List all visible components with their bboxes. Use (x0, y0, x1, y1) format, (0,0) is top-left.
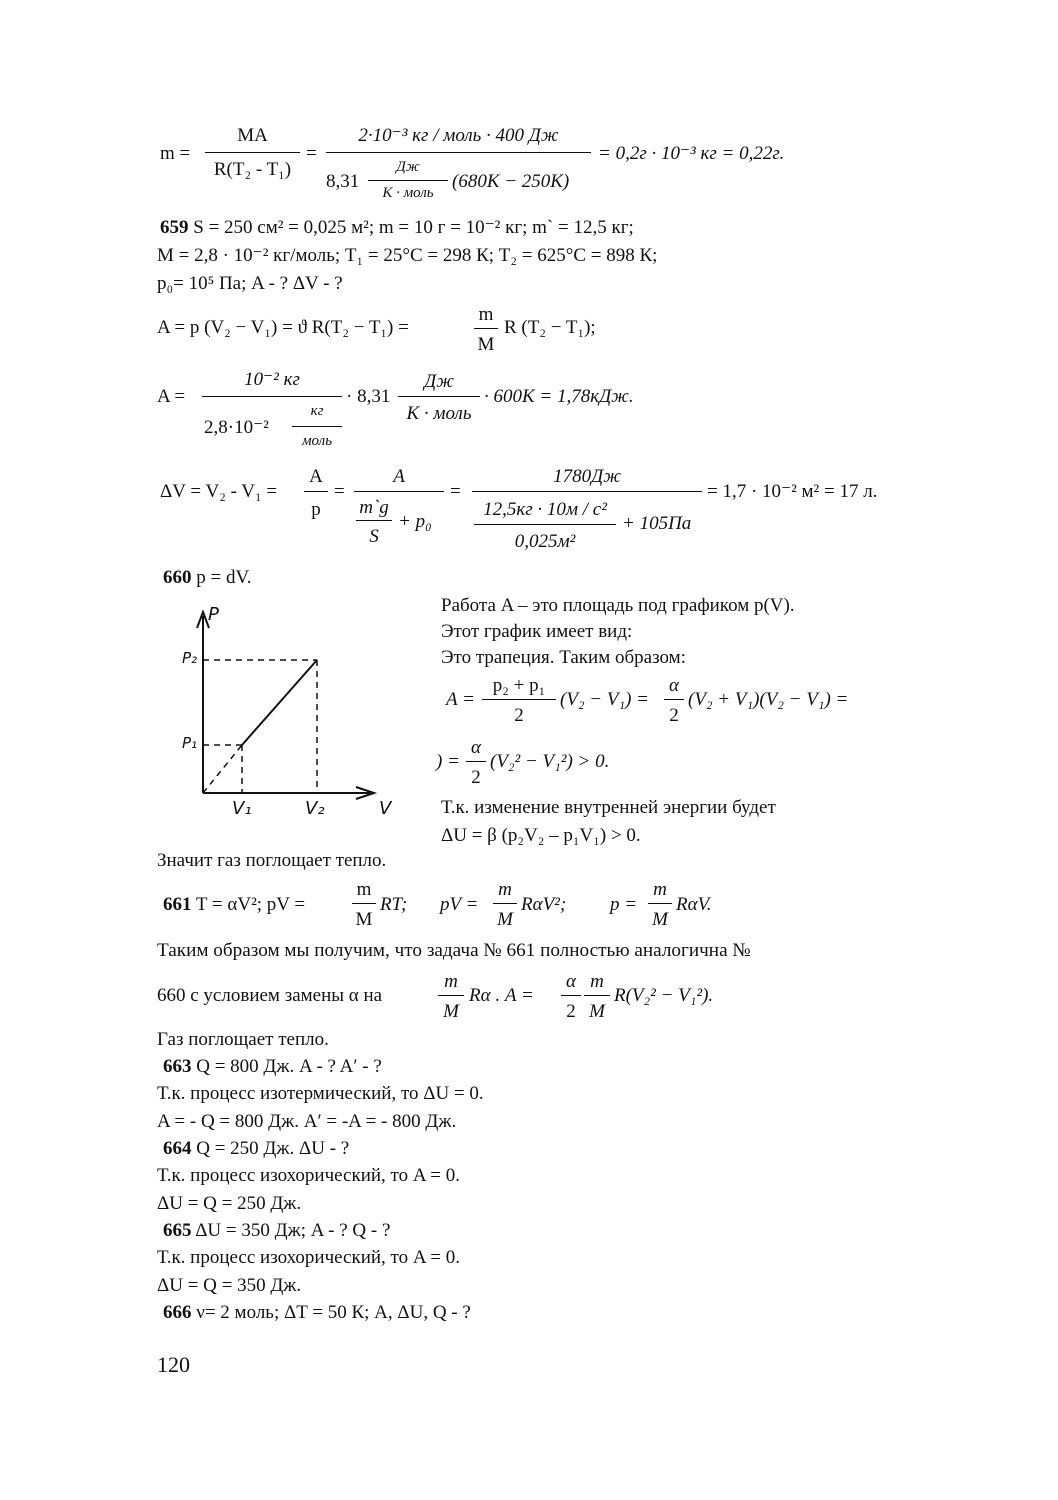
eq-m-eq1: = (306, 143, 317, 164)
eq661-f1-num: m (356, 879, 372, 900)
eq-a1-left: A = p (V₂ − V₁) = ϑ R(T₂ − T₁) = (157, 317, 409, 338)
eq-v-f2-den-num: m`g (359, 497, 389, 518)
eq661b-text2b: Rα . A = (469, 985, 534, 1006)
eq-m-result: = 0,2г · 10⁻³ кг = 0,22г. (598, 143, 785, 164)
eq-m-f2-den-a: 8,31 (326, 171, 360, 192)
eq-a2-num: 10⁻² кг (244, 369, 300, 390)
eq660-1-num: p₂ + p₁ (492, 675, 546, 696)
eq-v-eq2: = (450, 481, 461, 502)
problem-660-text4: Т.к. изменение внутренней энергии будет (441, 797, 776, 818)
problem-665-line2: Т.к. процесс изохорический, то A = 0. (157, 1247, 460, 1268)
eq661b-f4-num: m (444, 971, 458, 992)
problem-663-line2: Т.к. процесс изотермический, то ΔU = 0. (157, 1083, 484, 1104)
eq661-f1-den: M (355, 909, 373, 930)
eq-v-lhs: ΔV = V₂ - V₁ = (160, 481, 278, 502)
problem-661-head: 661 T = αV²; pV = (163, 894, 306, 915)
eq661-f2-den: M (497, 909, 513, 930)
fraction-bar (326, 152, 591, 153)
page-number: 120 (157, 1352, 190, 1377)
problem-666-line1: 666 ν= 2 моль; ΔT = 50 К; A, ΔU, Q - ? (163, 1302, 471, 1323)
fraction-bar (472, 491, 702, 492)
eq-a2-den-unit-num: кг (310, 403, 324, 419)
eq-a2-right: · 600К = 1,78кДж. (484, 386, 634, 407)
problem-661-text1: Таким образом мы получим, что задача № 661 полностью аналогична № (157, 940, 751, 961)
problem-660-conclusion: Значит газ поглощает тепло. (157, 850, 387, 871)
eq661-part5: p = (610, 894, 638, 915)
eq-m-lhs: m = (160, 143, 191, 164)
eq660-2-den: 2 (471, 767, 481, 788)
eq-v-f1-num: A (309, 466, 323, 487)
graph-v2-label: V₂ (305, 798, 325, 819)
problem-660-text3: Это трапеция. Таким образом: (441, 647, 686, 668)
eq661b-text2a: 660 с условием замены α на (157, 985, 383, 1006)
problem-660-text2: Этот график имеет вид: (441, 621, 633, 642)
fraction-bar (368, 180, 448, 181)
eq-v-f3-den-plus: + 105Па (622, 513, 692, 534)
eq-a2-den-a: 2,8·10⁻² (204, 417, 269, 438)
problem-663-line1: 663 Q = 800 Дж. A - ? A′ - ? (163, 1056, 382, 1077)
eq660-1-lhs: A = (446, 689, 475, 710)
fraction-bar (438, 995, 464, 996)
graph-x-label: V (379, 798, 392, 819)
problem-660-text5: ΔU = β (p₂V₂ – p₁V₁) > 0. (441, 825, 641, 846)
eq660-2-num: α (471, 737, 481, 758)
fraction-bar (292, 426, 342, 427)
eq661b-f5-num: α (566, 971, 576, 992)
fraction-bar (474, 524, 616, 525)
eq660-1-num2: α (669, 675, 679, 696)
eq-a1-num: m (478, 304, 494, 325)
eq-a2-lhs: A = (157, 386, 186, 407)
eq-m-unit-num: Дж (396, 159, 420, 175)
fraction-bar (205, 152, 300, 153)
fraction-bar (584, 995, 610, 996)
eq-a1-den: M (477, 334, 495, 355)
problem-660-text1: Работа A – это площадь под графиком p(V). (441, 595, 795, 616)
eq661-part3: pV = (440, 894, 479, 915)
eq-v-f1-den: p (311, 499, 321, 520)
eq-v-eq: = (334, 481, 345, 502)
graph-p2-label: P₂ (182, 649, 198, 667)
fraction-bar (354, 491, 444, 492)
problem-659-line2: M = 2,8 · 10⁻² кг/моль; T₁ = 25°C = 298 К; T₂ = 625°C = 898 К; (157, 245, 658, 266)
fraction-bar (356, 520, 392, 521)
eq-v-f3-num: 1780Дж (553, 466, 621, 487)
eq-m-f2-num: 2·10⁻³ кг / моль · 400 Дж (358, 125, 559, 146)
fraction-bar (648, 903, 672, 904)
graph-p1-label: P₁ (182, 734, 198, 752)
fraction-bar (398, 396, 480, 397)
eq661-f3-den: M (652, 909, 668, 930)
eq661b-f6-num: m (590, 971, 604, 992)
eq661b-f6-den: M (589, 1001, 605, 1022)
graph-line (242, 660, 317, 745)
eq-a2-den-unit-den: моль (301, 433, 333, 449)
fraction-bar (202, 396, 342, 397)
eq-a2-mid: · 8,31 (346, 386, 391, 407)
problem-661-text3: Газ поглощает тепло. (157, 1029, 329, 1050)
eq661-part4: RαV²; (521, 894, 567, 915)
eq-v-f2-den-den: S (369, 526, 379, 547)
problem-660-line1: 660 p = dV. (163, 567, 252, 588)
eq-v-f3-den-den: 0,025м² (514, 531, 576, 552)
problem-664-line3: ΔU = Q = 250 Дж. (157, 1193, 302, 1214)
fraction-bar (482, 699, 556, 700)
eq-m-f2-den-b: (680К − 250К) (452, 171, 570, 192)
eq-v-f2-den-plus: + p₀ (398, 511, 432, 532)
eq-v-result: = 1,7 · 10⁻² м² = 17 л. (707, 481, 878, 502)
problem-665-line1: 665 ΔU = 350 Дж; A - ? Q - ? (163, 1220, 391, 1241)
fraction-bar (474, 328, 498, 329)
eq-v-f2-num: A (393, 466, 405, 487)
graph-v1-label: V₁ (232, 798, 252, 819)
eq-a2-unit-num: Дж (424, 371, 454, 392)
eq660-2-right: (V₂² − V₁²) > 0. (490, 751, 610, 772)
eq-m-f1-num: MA (237, 125, 268, 146)
problem-659-line1: 659 S = 250 см² = 0,025 м²; m = 10 г = 10⁻² кг; m` = 12,5 кг; (160, 217, 634, 238)
fraction-bar (466, 761, 486, 762)
eq-v-f3-den-num: 12,5кг · 10м / с² (483, 499, 607, 520)
eq-m-unit-den: К · моль (382, 185, 434, 201)
origin-dashed-line (203, 745, 242, 793)
eq660-1-den2: 2 (669, 705, 679, 726)
pv-graph (170, 598, 410, 838)
eq660-1-mid: (V₂ − V₁) = (560, 689, 649, 710)
eq660-2-lhs: ) = (436, 751, 460, 772)
problem-665-line3: ΔU = Q = 350 Дж. (157, 1275, 302, 1296)
eq-a1-right: R (T₂ − T₁); (504, 317, 596, 338)
problem-664-line1: 664 Q = 250 Дж. ΔU - ? (163, 1138, 350, 1159)
eq661b-f5-den: 2 (566, 1001, 576, 1022)
problem-659-line3: p₀= 10⁵ Па; A - ? ΔV - ? (157, 273, 343, 294)
eq660-1-right: (V₂ + V₁)(V₂ − V₁) = (688, 689, 849, 710)
fraction-bar (352, 903, 376, 904)
eq-m-f1-den: R(T₂ - T₁) (213, 159, 292, 180)
graph-y-label: P (208, 604, 219, 625)
eq661b-text2c: R(V₂² − V₁²). (614, 985, 714, 1006)
eq661-f2-num: m (498, 879, 512, 900)
eq661b-f4-den: M (443, 1001, 459, 1022)
problem-663-line3: A = - Q = 800 Дж. A′ = -A = - 800 Дж. (157, 1111, 457, 1132)
eq661-part2: RT; (380, 894, 408, 915)
fraction-bar (561, 995, 581, 996)
eq-a2-unit-den: К · моль (406, 403, 472, 424)
eq661-f3-num: m (653, 879, 667, 900)
eq661-part6: RαV. (676, 894, 712, 915)
fraction-bar (304, 491, 328, 492)
fraction-bar (664, 699, 684, 700)
fraction-bar (493, 903, 517, 904)
problem-664-line2: Т.к. процесс изохорический, то A = 0. (157, 1165, 460, 1186)
eq660-1-den: 2 (514, 705, 524, 726)
